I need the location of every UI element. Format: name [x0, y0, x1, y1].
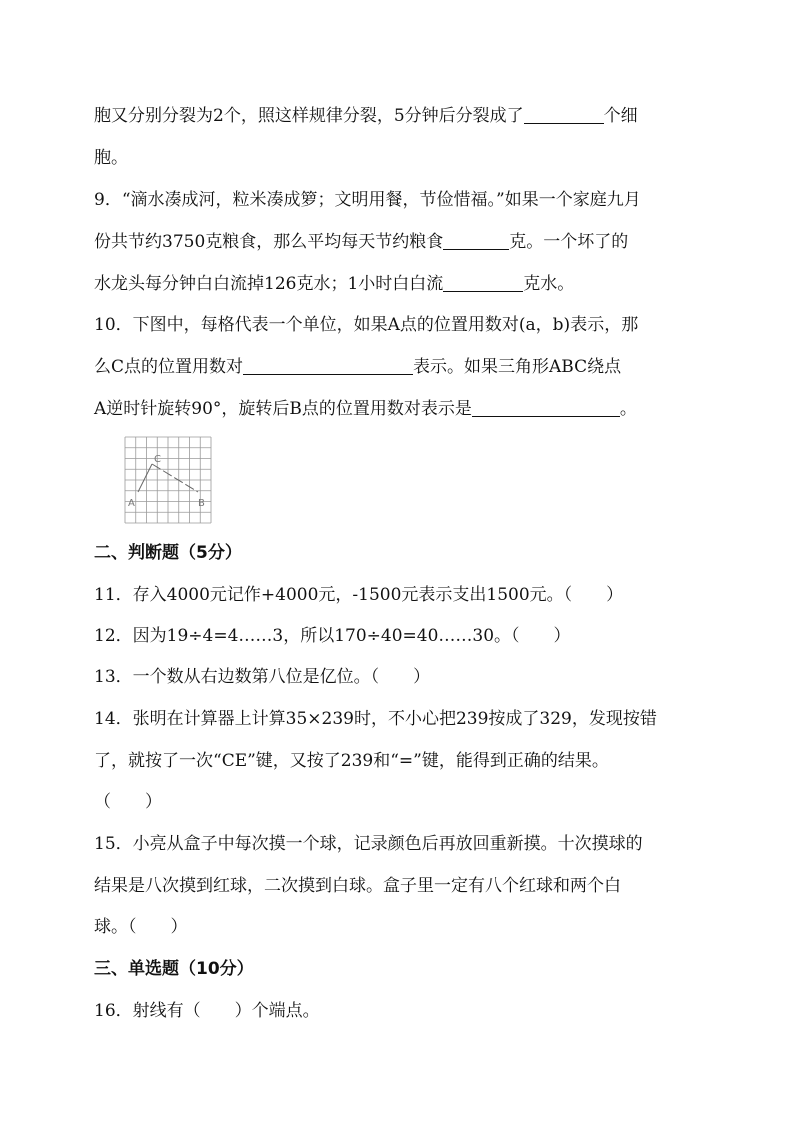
q9-answer-blank-2[interactable]	[443, 273, 523, 292]
q10-text-b: 表示。如果三角形ABC绕点	[413, 357, 622, 377]
q10-text-c: A逆时针旋转90°，旋转后B点的位置用数对表示是	[94, 399, 472, 419]
q14-line-1: 14．张明在计算器上计算35×239时，不小心把239按成了329，发现按错	[94, 709, 657, 729]
coordinate-grid-figure	[124, 436, 212, 524]
q8-line-2: 胞。	[94, 148, 128, 168]
q9-answer-blank-1[interactable]	[443, 231, 509, 250]
q15-line-3: 球。（ ）	[94, 917, 188, 937]
q15-line-1: 15．小亮从盒子中每次摸一个球，记录颜色后再放回重新摸。十次摸球的	[94, 834, 643, 854]
q16-line: 16．射线有（ ）个端点。	[94, 1001, 320, 1021]
q8-text-b: 个细	[603, 106, 638, 126]
q10-text-a: 么C点的位置用数对	[94, 357, 244, 377]
q10-line-2	[94, 355, 621, 379]
q10-answer-blank-2[interactable]	[472, 398, 620, 417]
q8-text-a: 胞又分别分裂为2个，照这样规律分裂，5分钟后分裂成了	[94, 106, 524, 126]
q15-line-2: 结果是八次摸到红球，二次摸到白球。盒子里一定有八个红球和两个白	[94, 876, 621, 896]
q14-line-3: （ ）	[94, 792, 162, 812]
q14-line-2: 了，就按了一次“CE”键，又按了239和“=”键，能得到正确的结果。	[94, 751, 609, 771]
grid-lines	[125, 437, 211, 523]
q10-line-1: 10．下图中，每格代表一个单位，如果A点的位置用数对(a，b)表示，那	[94, 315, 639, 335]
q9-text-c: 水龙头每分钟白白流掉126克水；1小时白白流	[94, 274, 444, 294]
section-title-judgement: 二、判断题（5分）	[94, 543, 242, 563]
q10-line-3	[94, 397, 637, 421]
edge-ac	[138, 464, 152, 492]
q12-line: 12．因为19÷4=4……3，所以170÷40=40……30。（ ）	[94, 626, 571, 646]
q9-line-1: 9．“滴水凑成河，粒米凑成箩；文明用餐，节俭惜福。”如果一个家庭九月	[94, 190, 641, 210]
point-c-label: C	[154, 454, 161, 465]
q11-line: 11．存入4000元记作+4000元，-1500元表示支出1500元。（ ）	[94, 585, 624, 605]
q13-line: 13．一个数从右边数第八位是亿位。（ ）	[94, 667, 431, 687]
q8-answer-blank[interactable]	[524, 105, 604, 124]
q9-line-2	[94, 230, 628, 254]
edge-cb	[152, 464, 198, 492]
q8-line-1	[94, 104, 638, 128]
q9-text-a: 份共节约3750克粮食，那么平均每天节约粮食	[94, 232, 444, 252]
grid-svg	[124, 436, 212, 524]
q9-text-d: 克水。	[523, 274, 575, 294]
q10-answer-blank-1[interactable]	[243, 356, 413, 375]
q10-text-d: 。	[619, 399, 637, 419]
point-a-label: A	[128, 498, 135, 509]
section-title-single-choice: 三、单选题（10分）	[94, 959, 254, 979]
point-b-label: B	[198, 498, 205, 509]
q9-text-b: 克。一个坏了的	[509, 232, 629, 252]
q9-line-3	[94, 272, 574, 296]
